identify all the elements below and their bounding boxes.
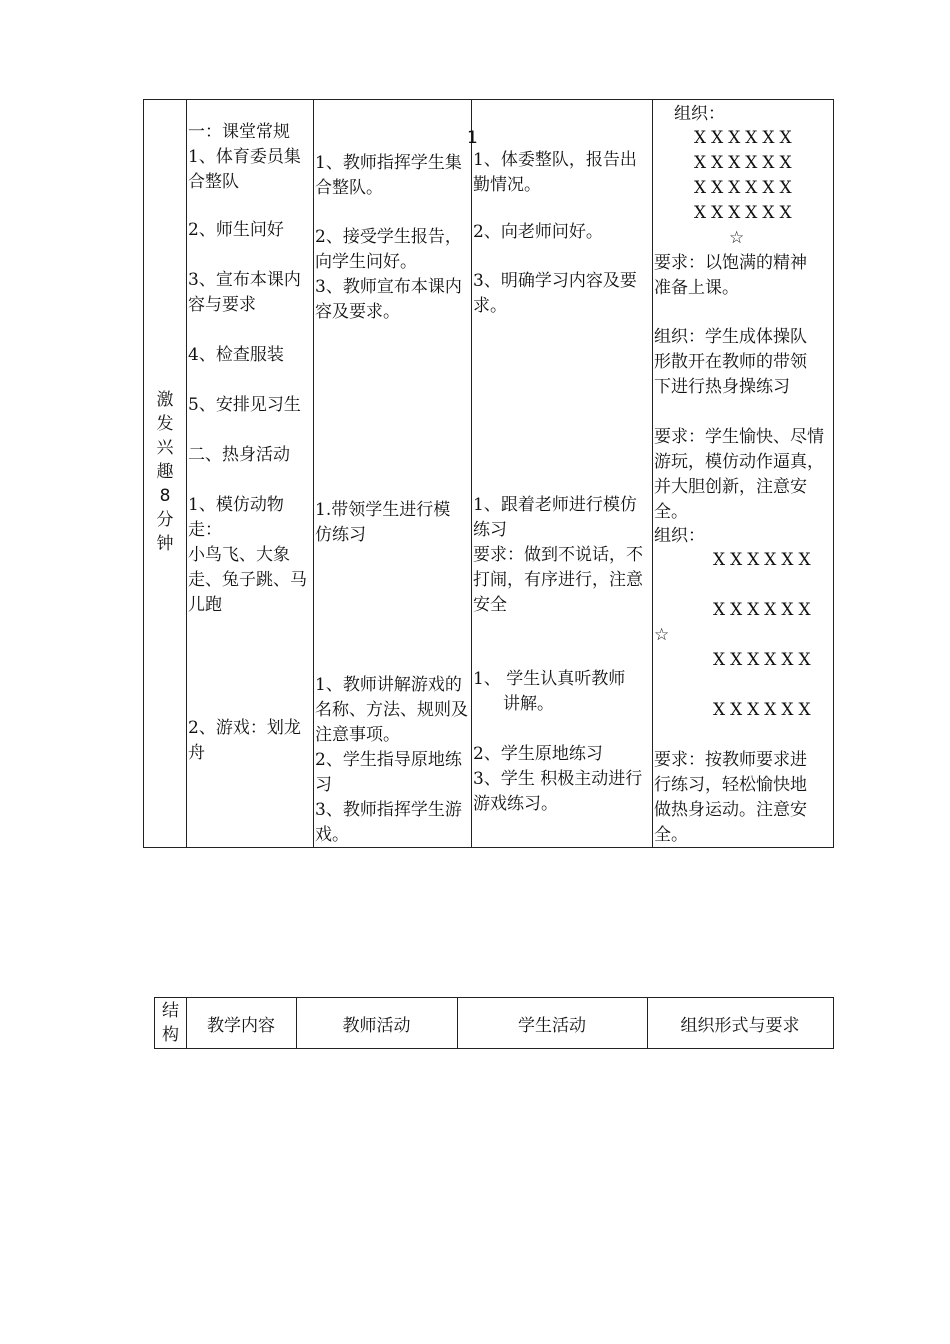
stage-char: 分 — [156, 510, 174, 530]
teacher-star-icon: ☆ — [729, 228, 745, 248]
teacher-line: 戏。 — [315, 825, 349, 845]
student-line: 游戏练习。 — [473, 794, 558, 814]
org-line: 并大胆创新，注意安 — [654, 477, 807, 497]
column-divider — [652, 100, 653, 847]
content-line: 走、兔子跳、马 — [188, 570, 307, 590]
content-line: 2、师生问好 — [188, 220, 284, 240]
content-line: 5、安排见习生 — [188, 395, 301, 415]
formation-row: XXXXXX — [713, 650, 816, 670]
org-line: 形散开在教师的带领 — [654, 352, 807, 372]
header-content: 教学内容 — [207, 1015, 275, 1036]
formation-row: XXXXXX — [713, 550, 816, 570]
org-line: 全。 — [654, 502, 688, 522]
content-line: 1、模仿动物 — [188, 495, 284, 515]
student-line: 3、明确学习内容及要 — [473, 271, 637, 291]
org-line: 下进行热身操练习 — [654, 377, 790, 397]
table-header-row — [154, 997, 834, 1049]
teacher-star-icon: ☆ — [654, 625, 670, 645]
org-line: 要求：以饱满的精神 — [654, 253, 807, 273]
formation-row: XXXXXX — [694, 153, 797, 173]
teacher-line: 1.带领学生进行模 — [315, 500, 451, 520]
teacher-line: 2、接受学生报告， — [315, 227, 462, 247]
content-line: 一：课堂常规 — [188, 122, 290, 142]
org-line: 行练习，轻松愉快地 — [654, 775, 807, 795]
teacher-line: 容及要求。 — [315, 302, 400, 322]
student-line: 勤情况。 — [473, 175, 541, 195]
org-line: 要求：学生愉快、尽情 — [654, 427, 824, 447]
formation-row: XXXXXX — [694, 178, 797, 198]
header-structure-char: 构 — [162, 1025, 179, 1045]
org-line: 组织： — [654, 526, 705, 546]
content-line: 容与要求 — [188, 295, 256, 315]
stage-char: 8 — [159, 486, 171, 506]
teacher-line: 注意事项。 — [315, 725, 400, 745]
student-line: 打闹，有序进行，注意 — [473, 570, 643, 590]
teacher-line: 1、教师讲解游戏的 — [315, 675, 462, 695]
teacher-line: 名称、方法、规则及 — [315, 700, 468, 720]
student-line: 要求：做到不说话，不 — [473, 545, 643, 565]
lesson-plan-table — [143, 99, 834, 848]
org-line: 全。 — [654, 825, 688, 845]
content-line: 1、体育委员集 — [188, 147, 301, 167]
stage-char: 发 — [156, 414, 174, 434]
content-line: 儿跑 — [188, 595, 222, 615]
content-line: 二、热身活动 — [188, 445, 290, 465]
header-org: 组织形式与要求 — [680, 1015, 800, 1036]
column-divider — [186, 100, 187, 847]
content-line: 4、检查服装 — [188, 345, 284, 365]
content-line: 小鸟飞、大象 — [188, 545, 290, 565]
stage-char: 钟 — [156, 534, 174, 554]
teacher-line: 3、教师指挥学生游 — [315, 800, 462, 820]
header-structure — [155, 998, 186, 1048]
stage-char: 激 — [156, 390, 174, 410]
formation-row: XXXXXX — [694, 203, 797, 223]
student-line: 练习 — [473, 520, 507, 540]
student-line: 2、学生原地练习 — [473, 744, 603, 764]
teacher-line: 仿练习 — [315, 525, 366, 545]
org-line: 组织： — [674, 104, 725, 124]
teacher-line: 2、学生指导原地练 — [315, 750, 462, 770]
formation-row: XXXXXX — [713, 600, 816, 620]
content-line: 舟 — [188, 743, 205, 763]
column-divider — [313, 100, 314, 847]
header-student: 学生活动 — [518, 1015, 586, 1036]
formation-row: XXXXXX — [694, 128, 797, 148]
teacher-line: 习 — [315, 775, 332, 795]
student-line: 2、向老师问好。 — [473, 222, 603, 242]
page-marker: 1 — [467, 128, 478, 148]
content-line: 3、宣布本课内 — [188, 270, 301, 290]
column-divider — [471, 100, 472, 847]
org-line: 做热身运动。注意安 — [654, 800, 807, 820]
teacher-line: 3、教师宣布本课内 — [315, 277, 462, 297]
org-line: 准备上课。 — [654, 278, 739, 298]
header-structure-char: 结 — [162, 1001, 179, 1021]
student-line: 1、 学生认真听教师 — [473, 669, 626, 689]
org-line: 组织：学生成体操队 — [654, 327, 807, 347]
stage-char: 趣 — [156, 462, 174, 482]
student-line: 求。 — [473, 296, 507, 316]
content-line: 2、游戏：划龙 — [188, 718, 301, 738]
stage-label — [145, 388, 185, 556]
content-line: 走： — [188, 520, 222, 540]
student-line: 3、学生 积极主动进行 — [473, 769, 643, 789]
teacher-line: 向学生问好。 — [315, 252, 417, 272]
teacher-line: 1、教师指挥学生集 — [315, 153, 462, 173]
stage-char: 兴 — [156, 438, 174, 458]
header-teacher: 教师活动 — [342, 1015, 411, 1036]
student-line: 1、体委整队，报告出 — [473, 150, 637, 170]
student-line: 1、跟着老师进行模仿 — [473, 495, 637, 515]
student-line: 讲解。 — [503, 694, 554, 714]
formation-row: XXXXXX — [713, 700, 816, 720]
org-line: 要求：按教师要求进 — [654, 750, 807, 770]
teacher-line: 合整队。 — [315, 178, 383, 198]
student-line: 安全 — [473, 595, 507, 615]
org-line: 游玩，模仿动作逼真， — [654, 452, 824, 472]
content-line: 合整队 — [188, 172, 239, 192]
